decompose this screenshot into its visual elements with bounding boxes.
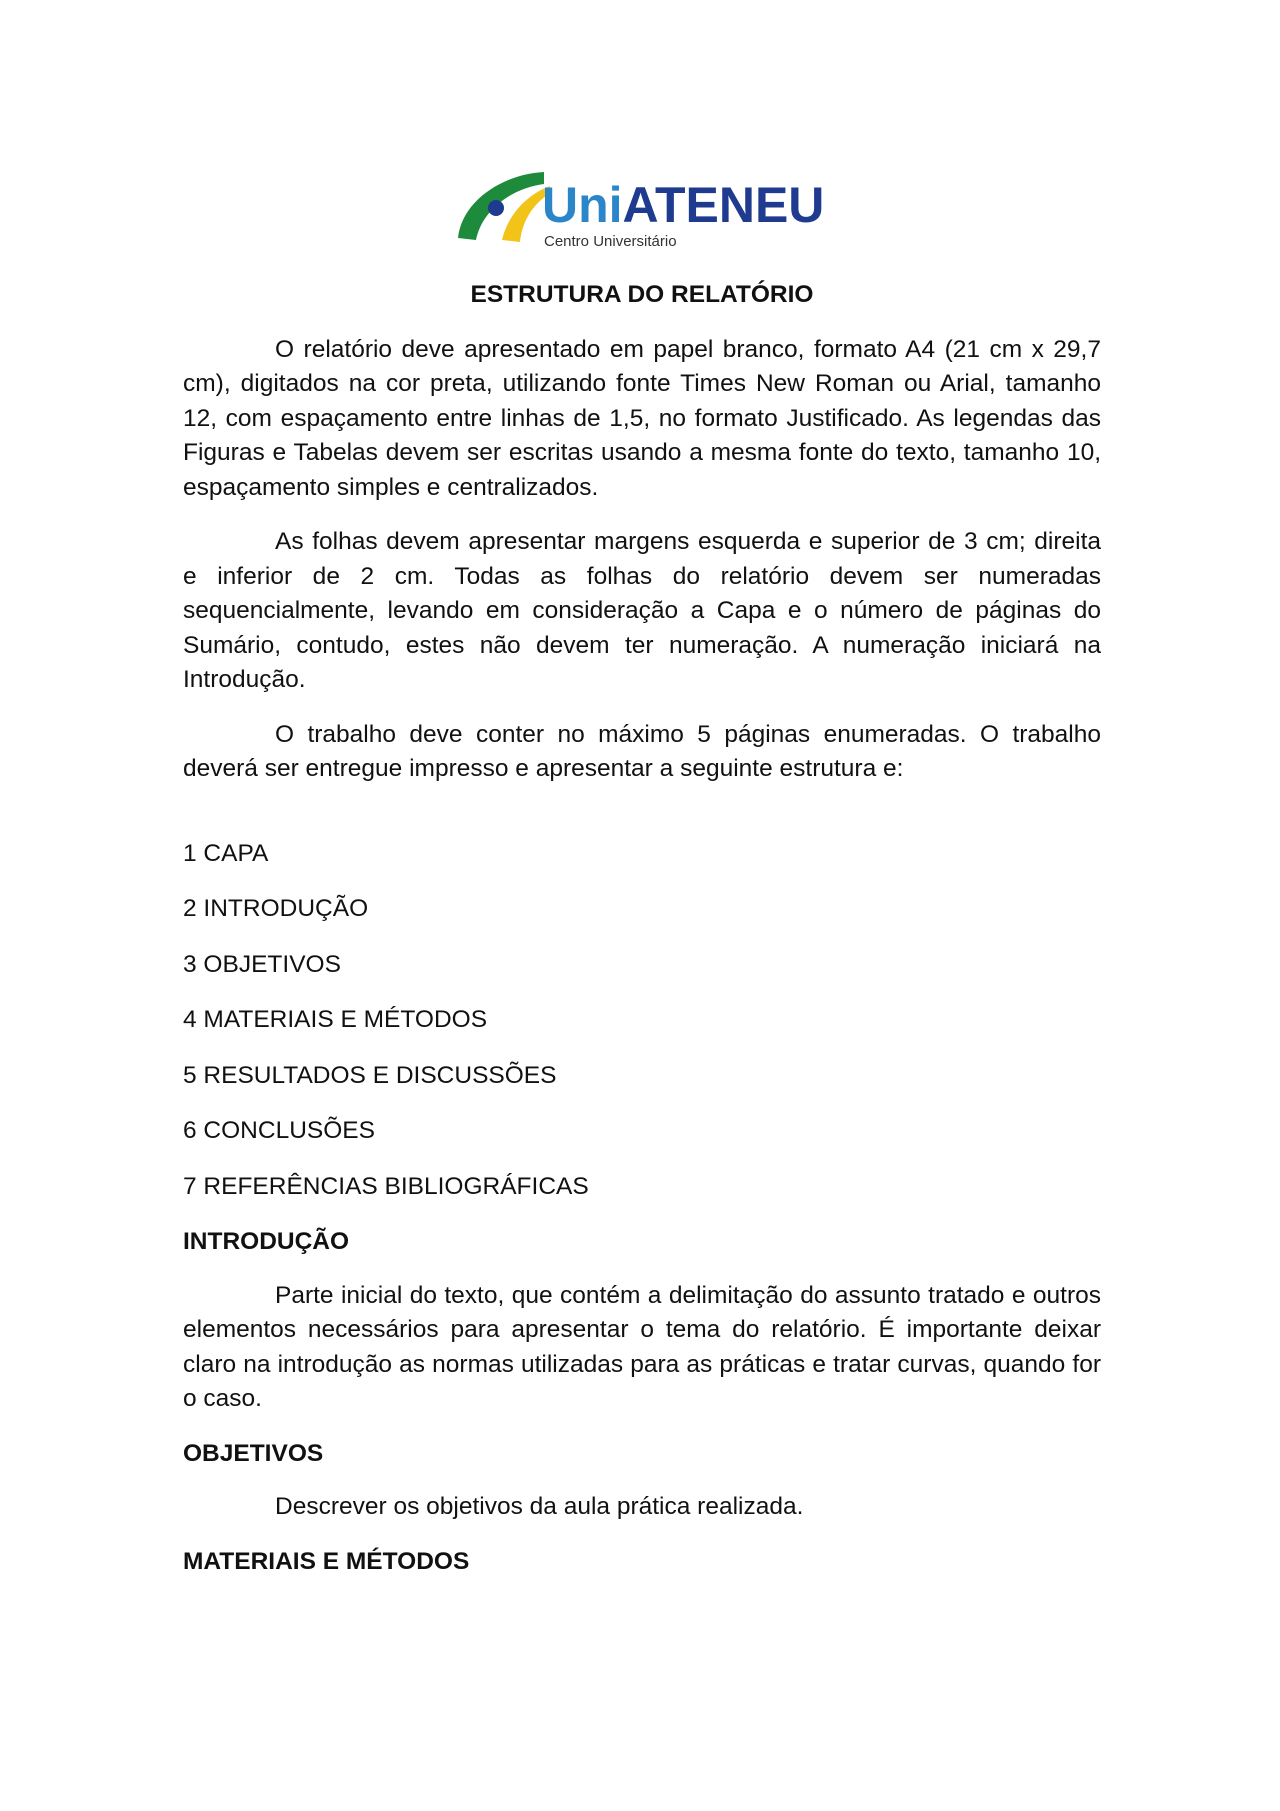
section-text-objetivos: Descrever os objetivos da aula prática realizada. [275,1493,804,1520]
paragraph-formatting: O relatório deve apresentado em papel branco, formato A4 (21 cm x 29,7 cm), digitados na cor preta, utilizando fonte Times New Roman ou Arial, tamanho 12, com espaçamento entre linhas de 1,5, no formato Justificado. As legendas das Figuras e Tabelas devem ser escritas usando a mesma fonte do texto, tamanho 10, espaçamento simples e centralizados. [183,335,1101,501]
logo-blue-dot [488,200,504,216]
uniateneu-logo [456,166,836,252]
logo-subtitle: Centro Universitário [544,233,677,250]
list-item: 4 MATERIAIS E MÉTODOS [183,1006,488,1033]
logo-brand-name: ATENEU [622,177,825,233]
section-heading-introducao: INTRODUÇÃO [183,1228,350,1255]
structure-list [183,837,1101,1205]
list-item: 6 CONCLUSÕES [183,1117,375,1144]
list-item: 2 INTRODUÇÃO [183,895,369,922]
list-item: 1 CAPA [183,839,269,867]
document-body [183,278,1101,1598]
section-heading-objetivos: OBJETIVOS [183,1439,324,1467]
paragraph-structure-intro: O trabalho deve conter no máximo 5 páginas enumeradas. O trabalho deverá ser entregue impresso e apresentar a seguinte estrutura e: [183,720,1101,782]
list-item: 3 OBJETIVOS [183,950,341,978]
document-title: ESTRUTURA DO RELATÓRIO [470,281,814,308]
logo-graphic [456,166,836,252]
svg-text:UniATENEU [542,177,824,233]
logo-brand-prefix: Uni [542,177,623,233]
section-heading-materiais: MATERIAIS E MÉTODOS [183,1547,470,1575]
list-item: 7 REFERÊNCIAS BIBLIOGRÁFICAS [183,1172,589,1200]
list-item: 5 RESULTADOS E DISCUSSÕES [183,1061,557,1089]
section-text-introducao: Parte inicial do texto, que contém a delimitação do assunto tratado e outros elementos necessários para apresentar o tema do relatório. É importante deixar claro na introdução as normas utilizadas para as práticas e tratar curvas, quando for o caso. [183,1281,1101,1412]
paragraph-margins: As folhas devem apresentar margens esquerda e superior de 3 cm; direita e inferior de 2 cm. Todas as folhas do relatório devem ser numeradas sequencialmente, levando em consideração a Capa e o número de páginas do Sumário, contudo, estes não devem ter numeração. A numeração iniciará na Introdução. [183,528,1101,693]
